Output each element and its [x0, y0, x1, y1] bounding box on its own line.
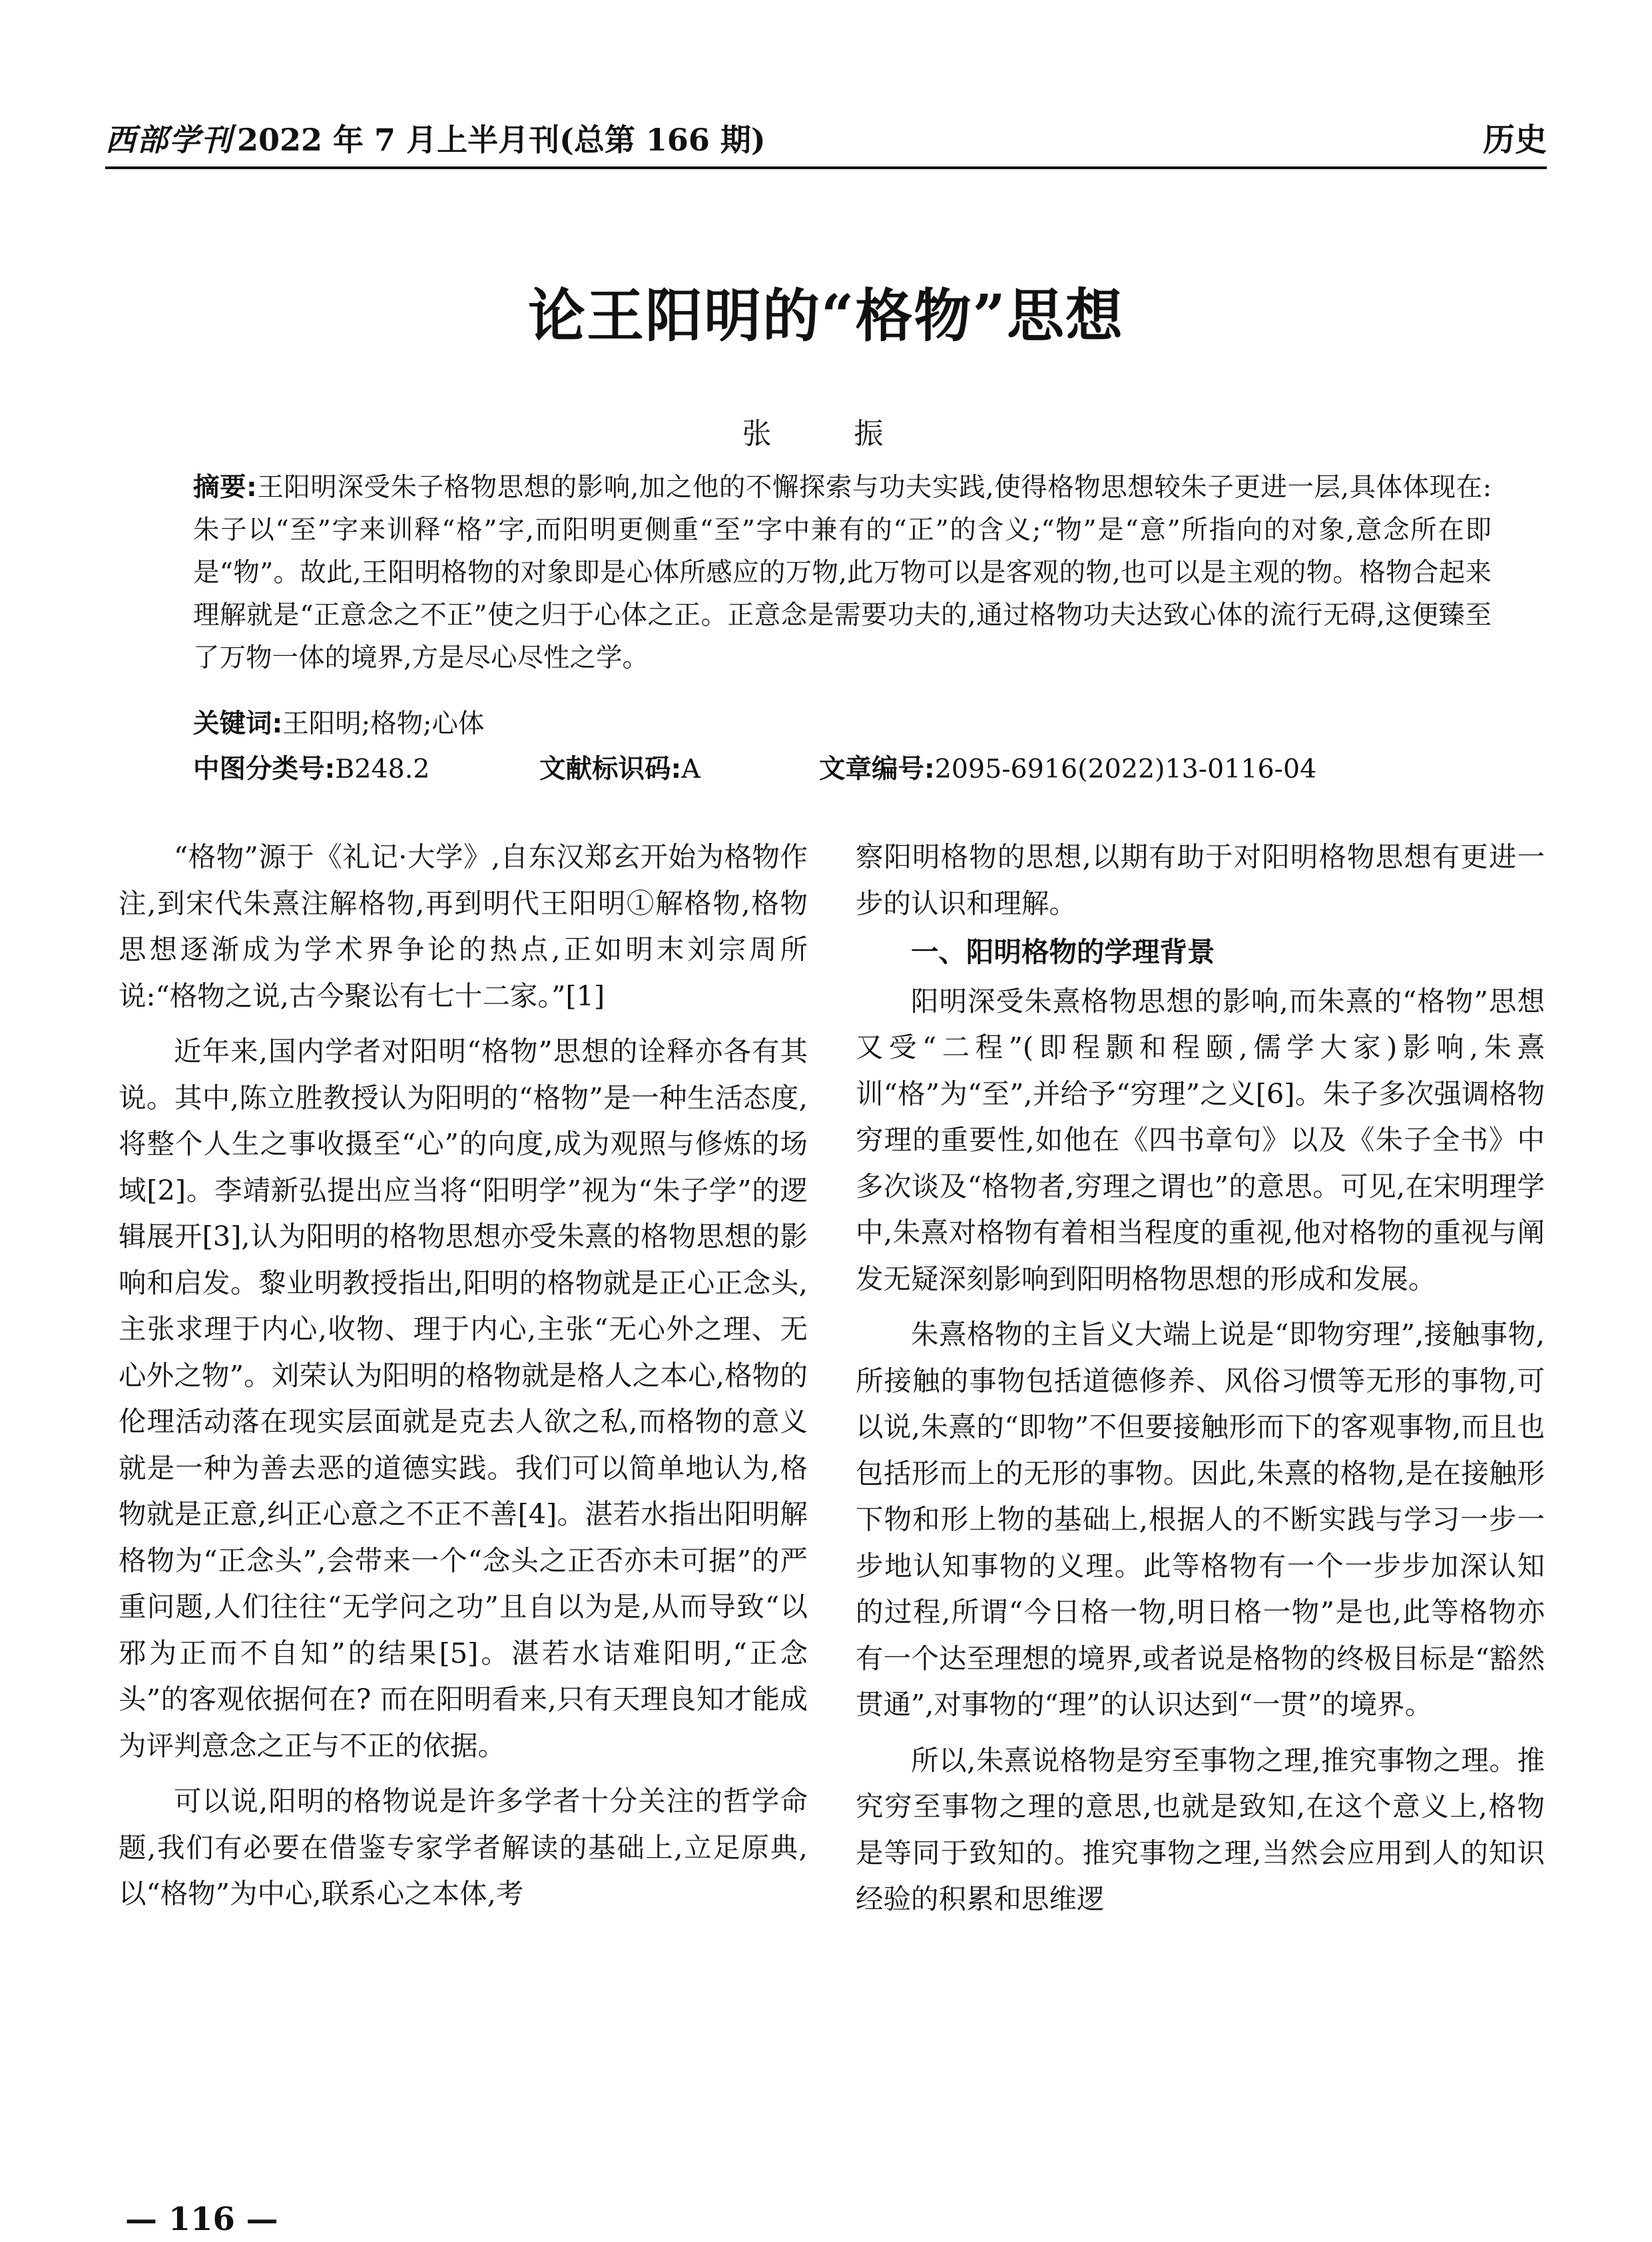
body-paragraph-continued: 察阳明格物的思想,以期有助于对阳明格物思想有更进一步的认识和理解。 — [856, 840, 1545, 920]
clc-label: 中图分类号: — [193, 754, 336, 784]
article-number — [819, 748, 1316, 790]
body-paragraph: 近年来,国内学者对阳明“格物”思想的诠释亦各有其说。其中,陈立胜教授认为阳明的“格物”是一种生活态度,将整个人生之事收摄至“心”的向度,成为观照与修炼的场域[2]。李靖新弘提出应当将“阳明学”视为“朱子学”的逻辑展开[3],认为阳明的格物思想亦受朱熹的格物思想的影响和启发。黎业明教授指出,阳明的格物就是正心正念头,主张求理于内心,收物、理于内心,主张“无心外之理、无心外之物”。刘荣认为阳明的格物就是格人之本心,格物的伦理活动落在现实层面就是克去人欲之私,而格物的意义就是一种为善去恶的道德实践。我们可以简单地认为,格物就是正意,纠正心意之不正不善[4]。湛若水指出阳明解格物为“正念头”,会带来一个“念头之正否亦未可据”的严重问题,人们往往“无学问之功”且自以为是,从而导致“以邪为正而不自知”的结果[5]。湛若水诘难阳明,“正念头”的客观依据何在? 而在阳明看来,只有天理良知才能成为评判意念之正与不正的依据。 — [119, 1035, 808, 1762]
body-paragraph: 朱熹格物的主旨义大端上说是“即物穷理”,接触事物,所接触的事物包括道德修养、风俗习惯等无形的事物,可以说,朱熹的“即物”不但要接触形而下的客观事物,而且也包括形而上的无形的事物。因此,朱熹的格物,是在接触形下物和形上物的基础上,根据人的不断实践与学习一步一步地认知事物的义理。此等格物有一个一步步加深认知的过程,所谓“今日格一物,明日格一物”是也,此等格物亦有一个达至理想的境界,或者说是格物的终极目标是“豁然贯通”,对事物的“理”的认识达到“一贯”的境界。 — [856, 1318, 1545, 1721]
issue-info: 2022 年 7 月上半月刊(总第 166 期) — [237, 122, 766, 158]
article-no-label: 文章编号: — [819, 754, 935, 784]
keywords — [193, 702, 1492, 745]
body-column-right — [856, 834, 1545, 1922]
article-title: 论王阳明的“格物”思想 — [528, 282, 1124, 350]
header-rule — [105, 166, 1547, 169]
journal-logo: 西部学刊 — [105, 122, 233, 158]
body-column-left — [119, 834, 808, 1917]
article-meta — [193, 748, 1492, 790]
abstract-text: 王阳明深受朱子格物思想的影响,加之他的不懈探索与功夫实践,使得格物思想较朱子更进一层,具体体现在:朱子以“至”字来训释“格”字,而阳明更侧重“至”字中兼有的“正”的含义;“物”是“意”所指向的对象,意念所在即是“物”。故此,王阳明格物的对象即是心体所感应的万物,此万物可以是客观的物,也可以是主观的物。格物合起来理解就是“正意念之不正”使之归于心体之正。正意念是需要功夫的,通过格物功夫达致心体的流行无碍,这便臻至了万物一体的境界,方是尽心尽性之学。 — [193, 472, 1492, 673]
abstract — [193, 466, 1492, 679]
section-heading: 一、阳明格物的学理背景 — [911, 936, 1215, 968]
page-number: — 116 — — [125, 2201, 278, 2238]
body-paragraph: 所以,朱熹说格物是穷至事物之理,推究事物之理。推究穷至事物之理的意思,也就是致知,在这个意义上,格物是等同于致知的。推究事物之理,当然会应用到人的知识经验的积累和思维逻 — [856, 1743, 1545, 1915]
body-paragraph: 可以说,阳明的格物说是许多学者十分关注的哲学命题,我们有必要在借鉴专家学者解读的基础上,立足原典,以“格物”为中心,联系心之本体,考 — [119, 1785, 808, 1910]
keywords-label: 关键词: — [193, 708, 283, 739]
author-name: 张 振 — [742, 417, 910, 451]
doc-label: 文献标识码: — [539, 754, 682, 784]
keywords-text: 王阳明;格物;心体 — [282, 708, 485, 739]
running-header — [105, 115, 1547, 169]
body-paragraph: “格物”源于《礼记·大学》,自东汉郑玄开始为格物作注,到宋代朱熹注解格物,再到明代王阳明①解格物,格物思想逐渐成为学术界争论的热点,正如明末刘宗周所说:“格物之说,古今聚讼有七十二家。”[1] — [119, 840, 808, 1012]
document-code — [539, 748, 819, 790]
abstract-label: 摘要: — [193, 472, 257, 503]
clc-number — [193, 748, 539, 790]
doc-value: A — [681, 754, 700, 784]
body-paragraph: 阳明深受朱熹格物思想的影响,而朱熹的“格物”思想又受“二程”(即程颢和程颐,儒学大家)影响,朱熹训“格”为“至”,并给予“穷理”之义[6]。朱子多次强调格物穷理的重要性,如他在《四书章句》以及《朱子全书》中多次谈及“格物者,穷理之谓也”的意思。可见,在宋明理学中,朱熹对格物有着相当程度的重视,他对格物的重视与阐发无疑深刻影响到阳明格物思想的形成和发展。 — [856, 984, 1545, 1295]
section-label: 历史 — [1482, 121, 1547, 158]
journal-issue-line — [105, 116, 766, 160]
article-no-value: 2095-6916(2022)13-0116-04 — [934, 754, 1317, 784]
clc-value: B248.2 — [335, 754, 430, 784]
